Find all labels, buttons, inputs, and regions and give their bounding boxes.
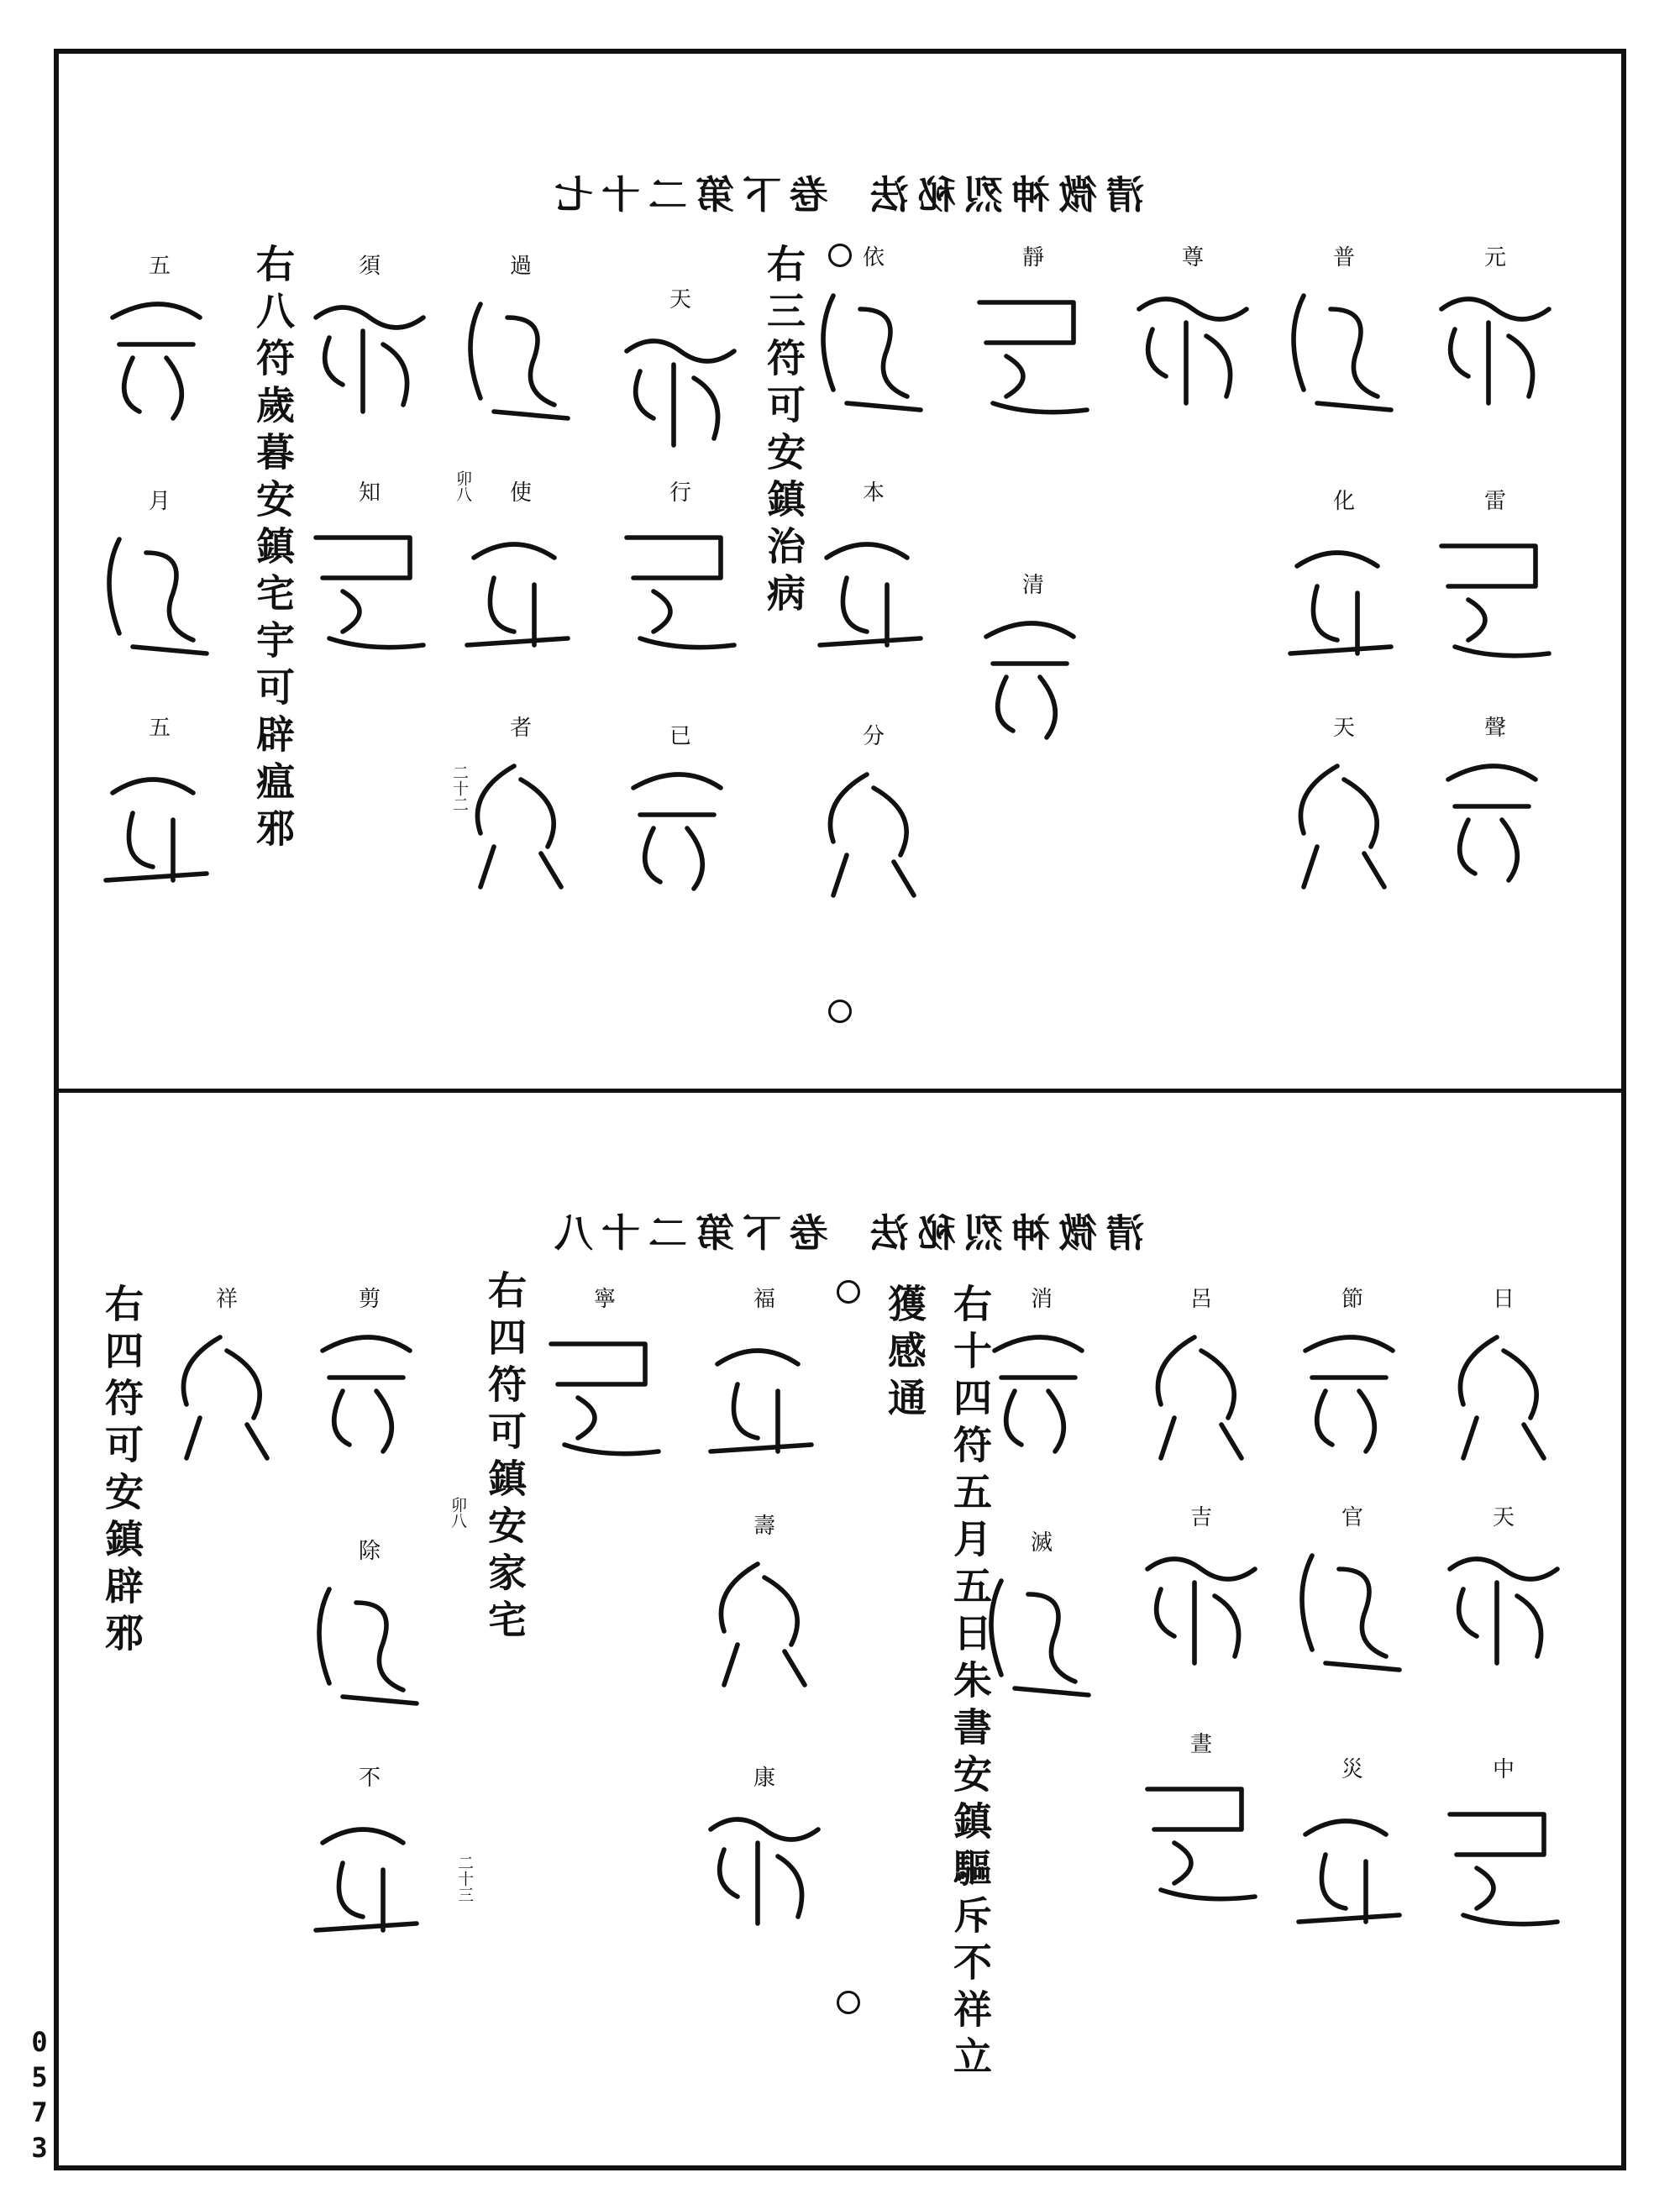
circle-mark [828,244,852,267]
upper-note-2: 右八符歲暮安鎮宅宇可辟瘟邪 [250,244,296,855]
talisman-glyph [697,1546,832,1697]
talisman-caption: 雷 [1484,489,1507,514]
talisman-glyph [613,756,748,907]
talisman-glyph [92,521,227,672]
talisman-glyph [697,1319,832,1470]
upper-header-volume: 卷下第二十七 [546,172,828,218]
talisman-glyph [302,1798,437,1949]
talisman-glyph [1285,1789,1420,1940]
talisman-glyph [454,512,588,664]
talisman-caption: 本 [863,480,885,506]
lower-header-volume: 卷下第二十八 [546,1210,828,1256]
talisman-caption: 祥 [216,1287,239,1312]
talisman-glyph [1285,1319,1420,1470]
talisman-caption: 清 [1022,573,1045,598]
circle-mark [837,1280,860,1304]
lower-folio: 二十三 [455,1855,474,1902]
talisman-glyph [1277,277,1411,428]
talisman-caption: 天 [669,287,692,312]
talisman-caption: 使 [510,480,533,506]
talisman-caption: 中 [1493,1757,1515,1782]
talisman-glyph [1436,1537,1571,1688]
talisman-caption: 者 [510,716,533,741]
talisman-glyph [974,1562,1109,1714]
upper-note-1: 右三符可安鎮治病 [761,244,806,620]
lower-note-3: 右四符可鎮安家宅 [482,1270,528,1646]
circle-mark [828,1000,852,1023]
talisman-caption: 五 [149,716,171,741]
talisman-glyph [1277,521,1411,672]
talisman-caption: 月 [149,489,171,514]
talisman-glyph [538,1319,672,1470]
talisman-glyph [613,319,748,470]
talisman-glyph [966,605,1100,756]
page-number: 0573 [24,2026,55,2167]
talisman-glyph [966,277,1100,428]
lower-note-1: 右十四符五月五日朱書安鎮驅斥不祥立 [948,1283,993,2083]
lower-counter: 卯八 [449,1497,467,1529]
talisman-glyph [302,512,437,664]
lower-header [546,1203,1144,1258]
lower-header-book: 清微神烈秘法 [862,1210,1144,1256]
talisman-caption: 吉 [1190,1505,1213,1530]
upper-header-book: 清微神烈秘法 [862,172,1144,218]
talisman-glyph [613,512,748,664]
talisman-caption: 天 [1333,716,1356,741]
talisman-glyph [806,277,941,428]
upper-header [546,165,1144,220]
talisman-caption: 日 [1493,1287,1515,1312]
talisman-caption: 不 [359,1766,381,1791]
upper-counter: 卯八 [454,470,472,502]
talisman-glyph [454,748,588,899]
talisman-glyph [1126,277,1260,428]
talisman-glyph [1285,1537,1420,1688]
talisman-caption: 化 [1333,489,1356,514]
talisman-glyph [974,1319,1109,1470]
talisman-glyph [1436,1789,1571,1940]
talisman-glyph [806,756,941,907]
talisman-caption: 福 [753,1287,776,1312]
lower-note-2: 獲感通 [882,1283,927,1425]
talisman-caption: 康 [753,1766,776,1791]
talisman-caption: 須 [359,254,381,279]
talisman-glyph [160,1319,294,1470]
talisman-caption: 知 [359,480,381,506]
talisman-caption: 除 [359,1539,381,1564]
circle-mark [837,1991,860,2014]
talisman-glyph [697,1798,832,1949]
talisman-caption: 晝 [1190,1732,1213,1757]
talisman-caption: 聲 [1484,716,1507,741]
talisman-caption: 依 [863,245,885,270]
upper-folio: 二十二 [450,764,469,812]
talisman-caption: 天 [1493,1505,1515,1530]
talisman-caption: 消 [1031,1287,1053,1312]
talisman-caption: 靜 [1022,245,1045,270]
talisman-glyph [806,512,941,664]
talisman-glyph [92,286,227,437]
talisman-caption: 壽 [753,1514,776,1539]
talisman-glyph [1134,1537,1268,1688]
talisman-caption: 普 [1333,245,1356,270]
talisman-caption: 已 [669,724,692,749]
talisman-glyph [1134,1764,1268,1915]
talisman-glyph [1428,521,1562,672]
talisman-caption: 滅 [1031,1530,1053,1556]
talisman-glyph [1436,1319,1571,1470]
talisman-caption: 官 [1341,1505,1364,1530]
talisman-caption: 節 [1341,1287,1364,1312]
talisman-glyph [1428,748,1562,899]
talisman-glyph [302,1319,437,1470]
panel-divider [54,1089,1626,1093]
talisman-glyph [1428,277,1562,428]
talisman-glyph [1134,1319,1268,1470]
talisman-caption: 分 [863,724,885,749]
talisman-glyph [302,1571,437,1722]
talisman-glyph [1277,748,1411,899]
talisman-glyph [92,748,227,899]
talisman-caption: 過 [510,254,533,279]
talisman-caption: 元 [1484,245,1507,270]
talisman-caption: 行 [669,480,692,506]
talisman-caption: 寧 [594,1287,617,1312]
talisman-caption: 尊 [1182,245,1205,270]
talisman-caption: 五 [149,254,171,279]
talisman-caption: 剪 [359,1287,381,1312]
lower-note-4: 右四符可安鎮辟邪 [99,1283,144,1660]
talisman-caption: 呂 [1190,1287,1213,1312]
talisman-glyph [454,286,588,437]
talisman-glyph [302,286,437,437]
talisman-caption: 災 [1341,1757,1364,1782]
